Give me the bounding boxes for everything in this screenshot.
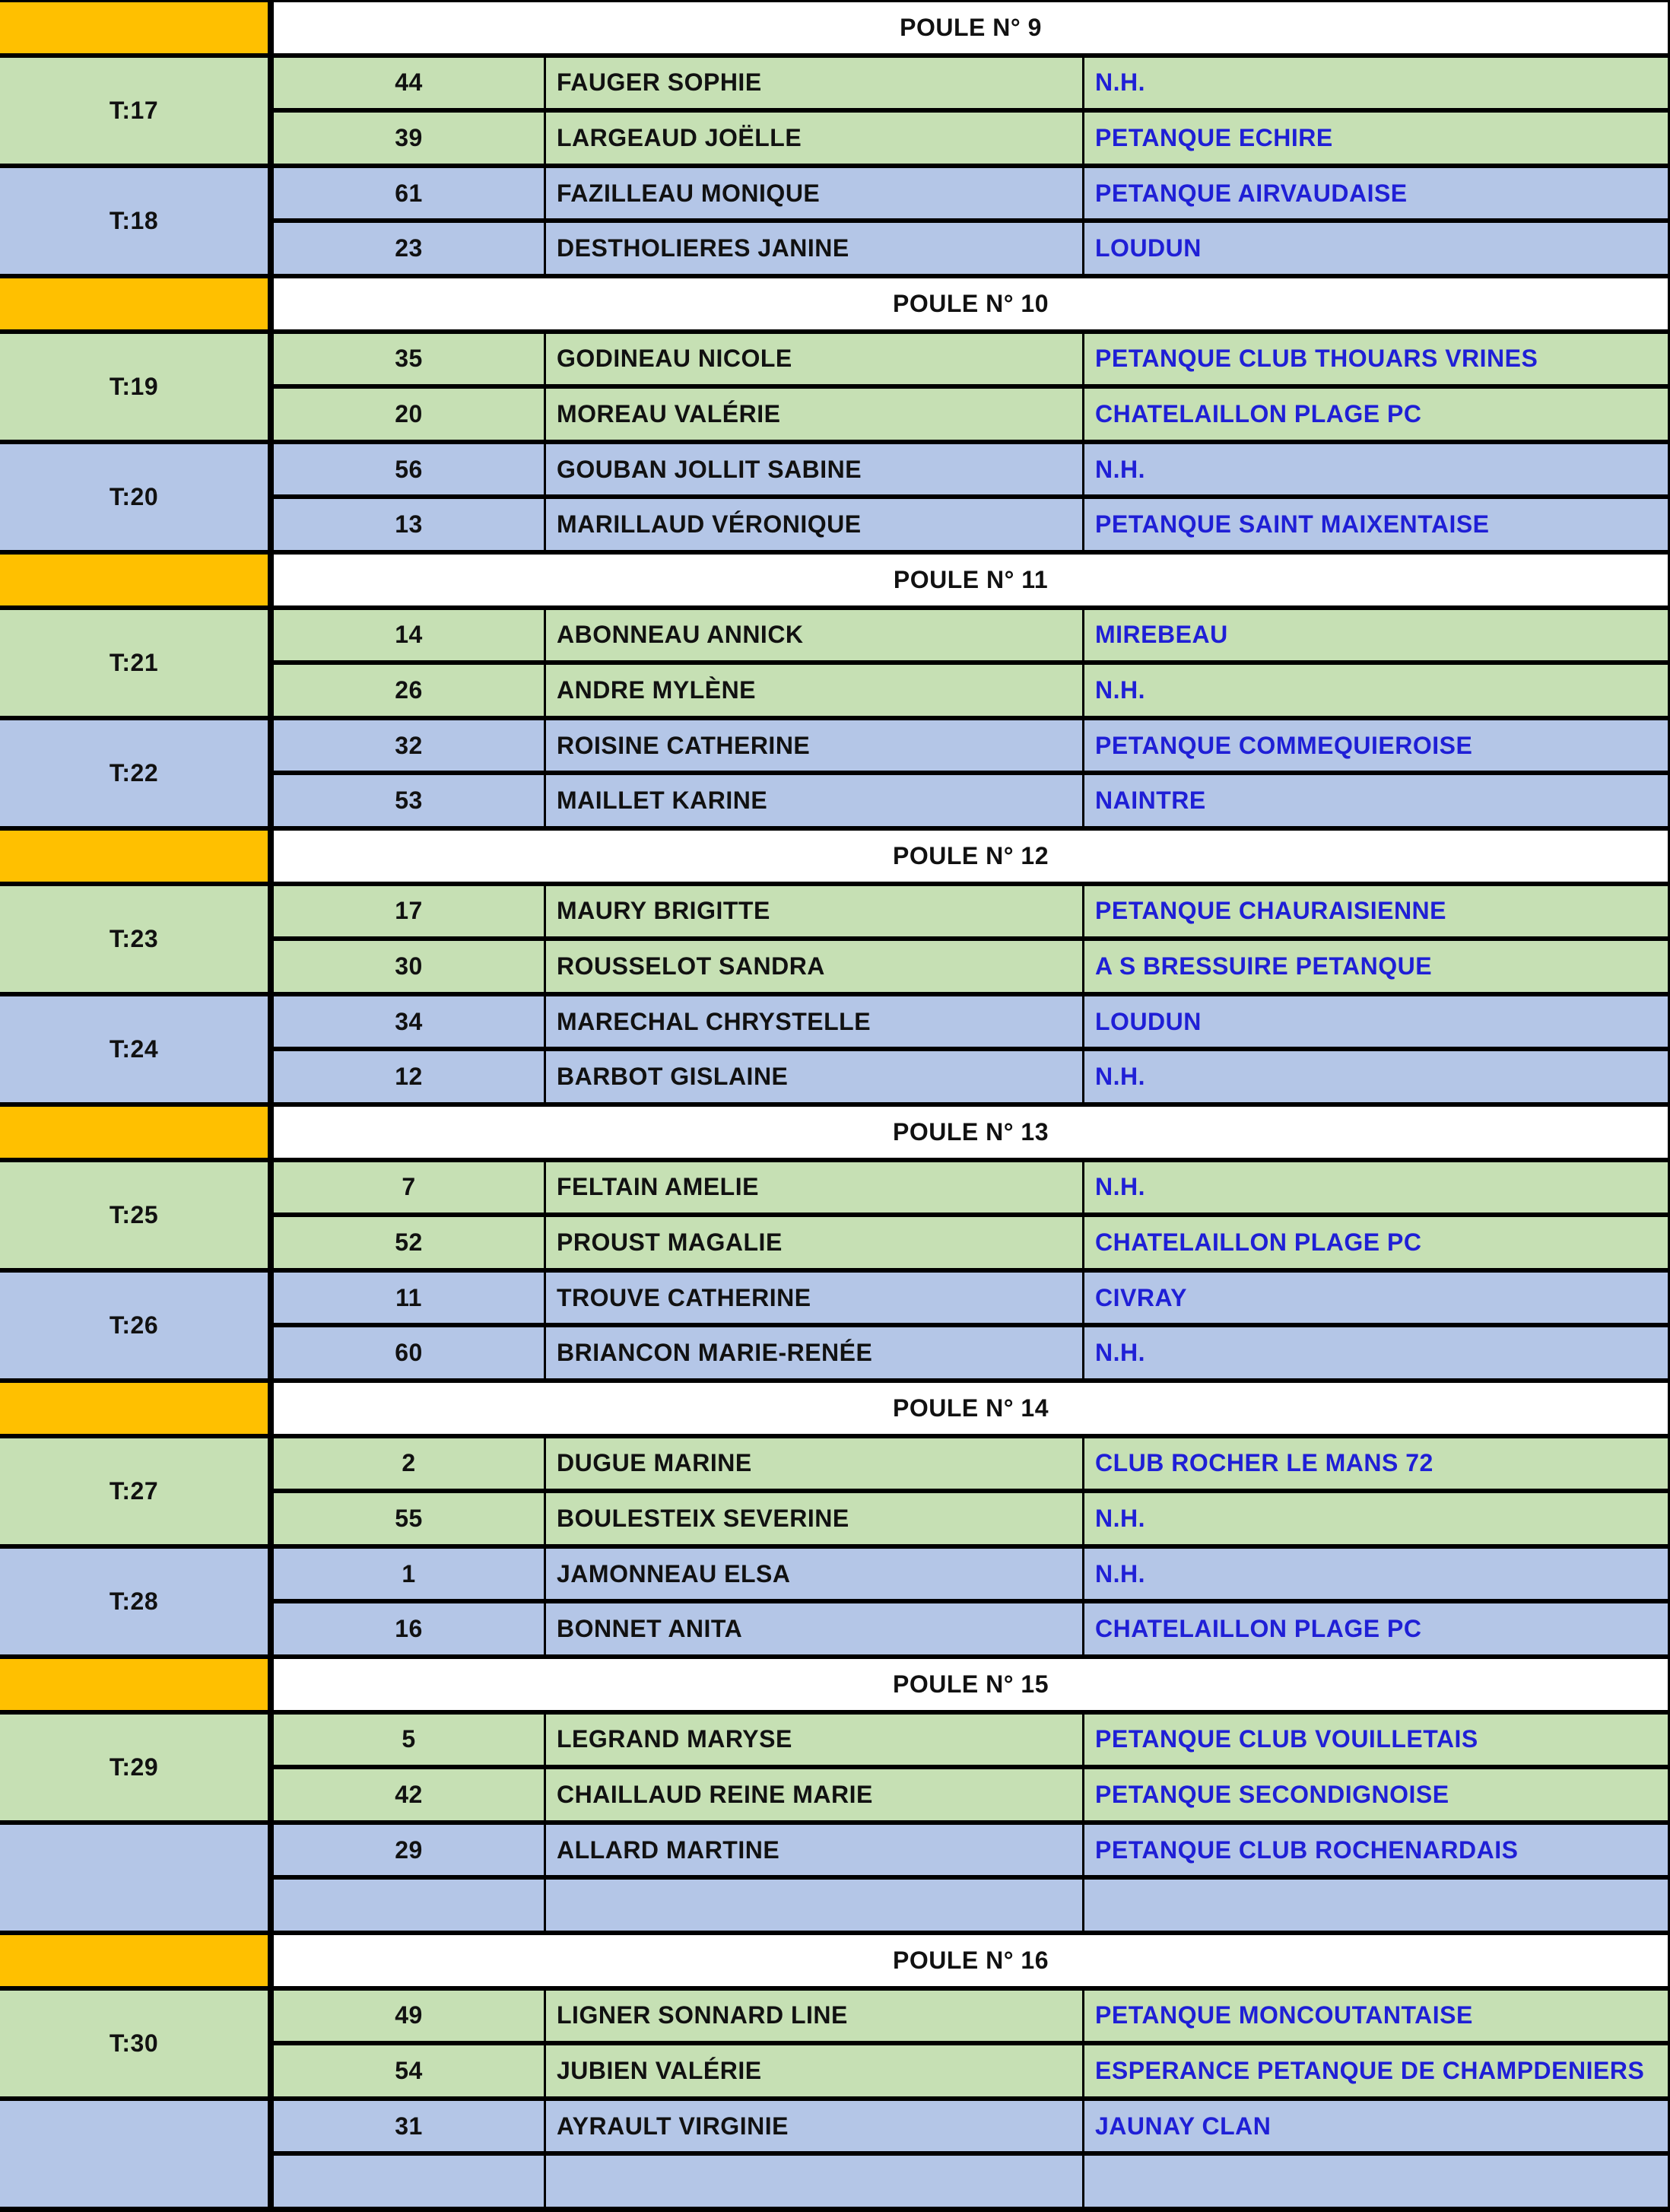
- player-club: PETANQUE CLUB VOUILLETAIS: [1084, 1715, 1668, 1765]
- poule-title: POULE N° 15: [274, 1659, 1668, 1710]
- table-label: T:30: [0, 1991, 268, 2096]
- player-name: MOREAU VALÉRIE: [546, 389, 1082, 440]
- player-club: ESPERANCE PETANQUE DE CHAMPDENIERS: [1084, 2045, 1668, 2096]
- player-name: AYRAULT VIRGINIE: [546, 2101, 1082, 2152]
- player-name: GODINEAU NICOLE: [546, 334, 1082, 385]
- player-club: N.H.: [1084, 1051, 1668, 1102]
- table-label: T:18: [0, 168, 268, 274]
- player-name: DUGUE MARINE: [546, 1438, 1082, 1489]
- poule-title: POULE N° 14: [274, 1383, 1668, 1434]
- player-number: 49: [274, 1991, 544, 2042]
- poule-marker: [0, 1383, 268, 1434]
- player-number: 30: [274, 941, 544, 992]
- player-name: [546, 1880, 1082, 1931]
- player-club: JAUNAY CLAN: [1084, 2101, 1668, 2152]
- poule-title: POULE N° 10: [274, 278, 1668, 329]
- table-label: T:29: [0, 1715, 268, 1820]
- player-name: MARILLAUD VÉRONIQUE: [546, 499, 1082, 550]
- player-name: MARECHAL CHRYSTELLE: [546, 996, 1082, 1047]
- player-club: MIREBEAU: [1084, 610, 1668, 661]
- player-club: NAINTRE: [1084, 775, 1668, 826]
- player-number: 53: [274, 775, 544, 826]
- poule-marker: [0, 1659, 268, 1710]
- table-label: T:27: [0, 1438, 268, 1544]
- player-number: 60: [274, 1327, 544, 1378]
- table-label: T:28: [0, 1549, 268, 1654]
- table-label: T:25: [0, 1162, 268, 1268]
- player-number: 1: [274, 1549, 544, 1600]
- player-club: N.H.: [1084, 1162, 1668, 1213]
- table-label: [0, 1825, 268, 1931]
- player-number: 35: [274, 334, 544, 385]
- poule-title: POULE N° 11: [274, 555, 1668, 605]
- player-name: LEGRAND MARYSE: [546, 1715, 1082, 1765]
- player-club: N.H.: [1084, 58, 1668, 109]
- player-number: [274, 2156, 544, 2207]
- player-number: 20: [274, 389, 544, 440]
- player-name: ROUSSELOT SANDRA: [546, 941, 1082, 992]
- player-number: [274, 1880, 544, 1931]
- player-club: PETANQUE ECHIRE: [1084, 113, 1668, 164]
- player-name: ABONNEAU ANNICK: [546, 610, 1082, 661]
- table-label: T:24: [0, 996, 268, 1102]
- poule-title: POULE N° 13: [274, 1107, 1668, 1158]
- poule-title: POULE N° 16: [274, 1935, 1668, 1986]
- player-club: CIVRAY: [1084, 1273, 1668, 1324]
- player-club: PETANQUE SAINT MAIXENTAISE: [1084, 499, 1668, 550]
- player-number: 26: [274, 665, 544, 716]
- player-club: PETANQUE COMMEQUIEROISE: [1084, 720, 1668, 771]
- player-number: 56: [274, 444, 544, 495]
- player-name: FELTAIN AMELIE: [546, 1162, 1082, 1213]
- player-club: [1084, 1880, 1668, 1931]
- player-number: 39: [274, 113, 544, 164]
- poule-title: POULE N° 9: [274, 2, 1668, 53]
- player-name: BONNET ANITA: [546, 1603, 1082, 1654]
- player-club: CHATELAILLON PLAGE PC: [1084, 1217, 1668, 1268]
- poule-marker: [0, 2, 268, 53]
- player-name: BARBOT GISLAINE: [546, 1051, 1082, 1102]
- player-club: CHATELAILLON PLAGE PC: [1084, 389, 1668, 440]
- table-label: T:26: [0, 1273, 268, 1378]
- player-club: [1084, 2156, 1668, 2207]
- poule-marker: [0, 1935, 268, 1986]
- player-number: 54: [274, 2045, 544, 2096]
- player-name: TROUVE CATHERINE: [546, 1273, 1082, 1324]
- player-club: A S BRESSUIRE PETANQUE: [1084, 941, 1668, 992]
- player-name: LARGEAUD JOËLLE: [546, 113, 1082, 164]
- player-number: 23: [274, 223, 544, 274]
- player-club: N.H.: [1084, 1549, 1668, 1600]
- player-name: LIGNER SONNARD LINE: [546, 1991, 1082, 2042]
- player-number: 14: [274, 610, 544, 661]
- player-name: PROUST MAGALIE: [546, 1217, 1082, 1268]
- player-club: N.H.: [1084, 444, 1668, 495]
- player-number: 34: [274, 996, 544, 1047]
- table-label: T:17: [0, 58, 268, 164]
- player-club: N.H.: [1084, 1493, 1668, 1544]
- player-name: GOUBAN JOLLIT SABINE: [546, 444, 1082, 495]
- player-name: BOULESTEIX SEVERINE: [546, 1493, 1082, 1544]
- table-label: T:19: [0, 334, 268, 440]
- poule-title: POULE N° 12: [274, 831, 1668, 882]
- player-number: 17: [274, 886, 544, 937]
- player-name: [546, 2156, 1082, 2207]
- player-name: BRIANCON MARIE-RENÉE: [546, 1327, 1082, 1378]
- player-club: PETANQUE CHAURAISIENNE: [1084, 886, 1668, 937]
- player-name: ALLARD MARTINE: [546, 1825, 1082, 1876]
- player-number: 13: [274, 499, 544, 550]
- table-label: T:20: [0, 444, 268, 550]
- player-club: LOUDUN: [1084, 223, 1668, 274]
- player-club: PETANQUE MONCOUTANTAISE: [1084, 1991, 1668, 2042]
- player-name: FAUGER SOPHIE: [546, 58, 1082, 109]
- player-number: 12: [274, 1051, 544, 1102]
- player-number: 5: [274, 1715, 544, 1765]
- player-club: PETANQUE AIRVAUDAISE: [1084, 168, 1668, 219]
- poule-marker: [0, 1107, 268, 1158]
- player-club: PETANQUE SECONDIGNOISE: [1084, 1769, 1668, 1820]
- player-number: 52: [274, 1217, 544, 1268]
- player-name: FAZILLEAU MONIQUE: [546, 168, 1082, 219]
- player-name: ANDRE MYLÈNE: [546, 665, 1082, 716]
- player-number: 42: [274, 1769, 544, 1820]
- table-label: [0, 2101, 268, 2207]
- player-name: CHAILLAUD REINE MARIE: [546, 1769, 1082, 1820]
- poule-marker: [0, 555, 268, 605]
- player-name: MAILLET KARINE: [546, 775, 1082, 826]
- player-number: 16: [274, 1603, 544, 1654]
- player-number: 61: [274, 168, 544, 219]
- poule-marker: [0, 831, 268, 882]
- player-club: PETANQUE CLUB ROCHENARDAIS: [1084, 1825, 1668, 1876]
- player-number: 31: [274, 2101, 544, 2152]
- player-number: 7: [274, 1162, 544, 1213]
- player-name: JUBIEN VALÉRIE: [546, 2045, 1082, 2096]
- player-club: N.H.: [1084, 1327, 1668, 1378]
- player-number: 55: [274, 1493, 544, 1544]
- table-label: T:23: [0, 886, 268, 992]
- player-number: 29: [274, 1825, 544, 1876]
- player-club: PETANQUE CLUB THOUARS VRINES: [1084, 334, 1668, 385]
- player-club: CLUB ROCHER LE MANS 72: [1084, 1438, 1668, 1489]
- player-name: ROISINE CATHERINE: [546, 720, 1082, 771]
- table-label: T:21: [0, 610, 268, 716]
- player-number: 32: [274, 720, 544, 771]
- poule-marker: [0, 278, 268, 329]
- player-club: LOUDUN: [1084, 996, 1668, 1047]
- player-club: N.H.: [1084, 665, 1668, 716]
- player-name: JAMONNEAU ELSA: [546, 1549, 1082, 1600]
- player-name: DESTHOLIERES JANINE: [546, 223, 1082, 274]
- player-club: CHATELAILLON PLAGE PC: [1084, 1603, 1668, 1654]
- table-label: T:22: [0, 720, 268, 826]
- player-number: 11: [274, 1273, 544, 1324]
- player-number: 2: [274, 1438, 544, 1489]
- player-number: 44: [274, 58, 544, 109]
- player-name: MAURY BRIGITTE: [546, 886, 1082, 937]
